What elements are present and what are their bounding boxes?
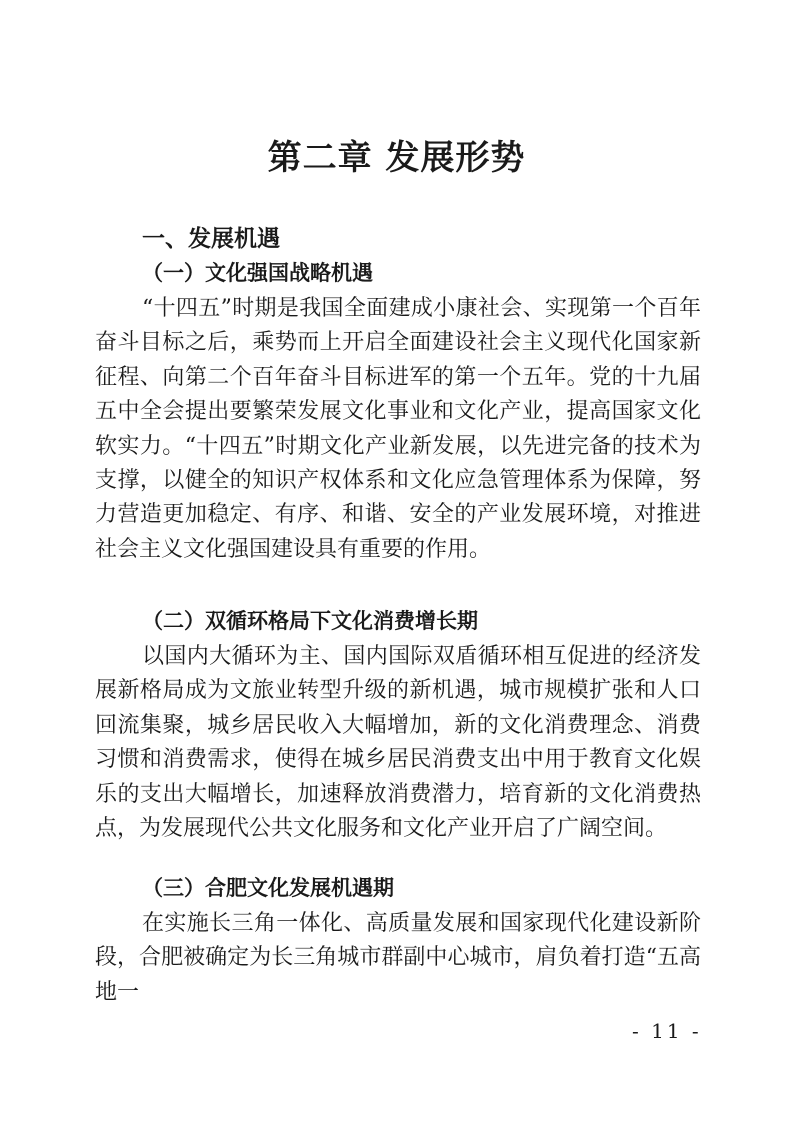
subsection-heading-1: （一）文化强国战略机遇 [142,261,373,285]
page-number: - 11 - [632,1019,702,1043]
chapter-title: 第二章 发展形势 [267,138,526,178]
subsection-heading-3: （三）合肥文化发展机遇期 [142,876,394,900]
subsection-paragraph-2: 以国内大循环为主、国内国际双盾循环相互促进的经济发展新格局成为文旅业转型升级的新机遇，城市规模扩张和人口回流集聚，城乡居民收入大幅增加，新的文化消费理念、消费习惯和消费需求，使得在城乡居民消费支出中用于教育文化娱乐的支出大幅增长，加速释放消费潜力，培育新的文化消费热点，为发展现代公共文化服务和文化产业开启了广阔空间。 [95,644,701,842]
section-heading: 一、发展机遇 [142,226,280,252]
subsection-paragraph-3: 在实施长三角一体化、高质量发展和国家现代化建设新阶段，合肥被确定为长三角城市群副中心城市，肩负着打造“五高地一 [95,911,701,1005]
subsection-paragraph-1: “十四五”时期是我国全面建成小康社会、实现第一个百年奋斗目标之后，乘势而上开启全面建设社会主义现代化国家新征程、向第二个百年奋斗目标进军的第一个五年。党的十九届五中全会提出要繁荣发展文化事业和文化产业，提高国家文化软实力。“十四五”时期文化产业新发展，以先进完备的技术为支撑，以健全的知识产权体系和文化应急管理体系为保障，努力营造更加稳定、有序、和谐、安全的产业发展环境，对推进社会主义文化强国建设具有重要的作用。 [95,296,701,562]
subsection-heading-2: （二）双循环格局下文化消费增长期 [142,609,478,633]
